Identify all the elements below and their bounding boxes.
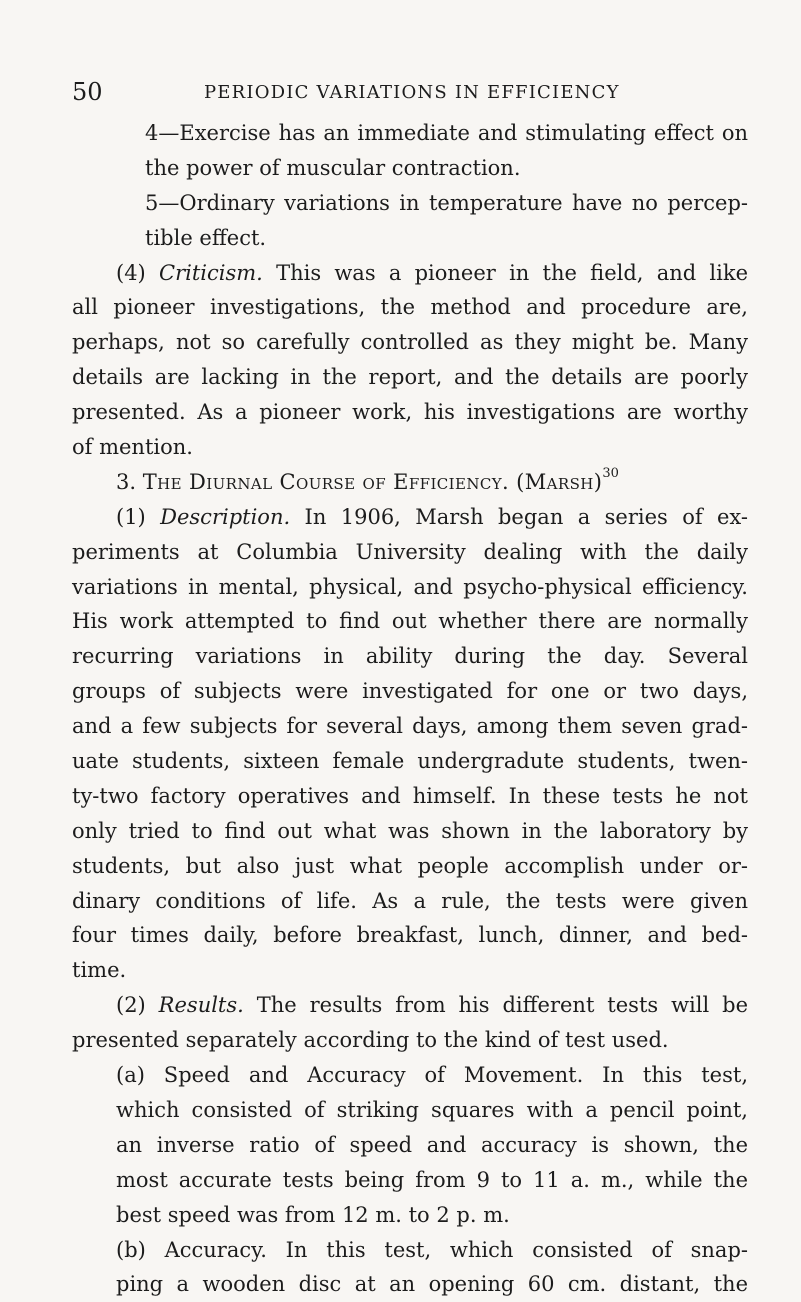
text-line: tible effect.: [145, 225, 267, 250]
section-heading: [72, 465, 748, 500]
criticism-text: This was a pioneer in the field, and like: [262, 260, 749, 285]
text-line: which consisted of striking squares with a pencil point,: [116, 1097, 748, 1122]
results-number: (2): [116, 993, 159, 1018]
page-number: 50: [72, 78, 103, 106]
text-line: best speed was from 12 m. to 2 p. m.: [116, 1202, 510, 1227]
text-line: presented separately according to the kind of test used.: [72, 1028, 669, 1053]
results-label: Results.: [158, 993, 244, 1018]
text-line: His work attempted to find out whether there are normally: [72, 609, 748, 634]
body-text: [72, 116, 748, 1302]
footnote-ref: 30: [602, 465, 619, 481]
text-line: students, but also just what people accomplish under or-: [72, 853, 748, 878]
description-label: Description.: [160, 504, 291, 529]
text-line: perhaps, not so carefully controlled as they might be. Many: [72, 330, 748, 355]
section-author: (Marsh): [509, 469, 603, 494]
text-line: 5—Ordinary variations in temperature have no percep-: [145, 190, 748, 215]
page-header: [72, 76, 722, 108]
text-line: the power of muscular contraction.: [145, 155, 521, 180]
text-line: an inverse ratio of speed and accuracy is shown, the: [116, 1132, 748, 1157]
text-line: recurring variations in ability during the day. Several: [72, 644, 748, 669]
text-line: (b) Accuracy. In this test, which consisted of snap-: [116, 1237, 748, 1262]
text-line: groups of subjects were investigated for one or two days,: [72, 679, 748, 704]
criticism-label: Criticism.: [159, 260, 263, 285]
text-line: ty-two factory operatives and himself. In these tests he not: [72, 783, 748, 808]
text-line: dinary conditions of life. As a rule, the tests were given: [72, 888, 748, 913]
text-line: 4—Exercise has an immediate and stimulating effect on: [145, 121, 748, 145]
section-title: The Diurnal Course of Efficiency.: [142, 469, 510, 494]
text-line: most accurate tests being from 9 to 11 a. m., while the: [116, 1167, 748, 1192]
text-line: details are lacking in the report, and the details are poorly: [72, 365, 748, 390]
text-line: ping a wooden disc at an opening 60 cm. distant, the: [116, 1272, 748, 1297]
text-line: presented. As a pioneer work, his investigations are worthy: [72, 400, 748, 425]
text-line: (a) Speed and Accuracy of Movement. In this test,: [116, 1063, 748, 1088]
text-line: time.: [72, 958, 127, 983]
text-line: four times daily, before breakfast, lunch, dinner, and bed-: [72, 923, 748, 948]
text-line: uate students, sixteen female undergradute students, twen-: [72, 749, 748, 774]
criticism-paragraph-start: [72, 256, 748, 291]
text-line: only tried to find out what was shown in the laboratory by: [72, 818, 748, 843]
description-text: In 1906, Marsh began a series of ex-: [290, 504, 748, 529]
text-line: variations in mental, physical, and psycho-physical efficiency.: [72, 574, 748, 599]
description-number: (1): [116, 504, 161, 529]
results-text: The results from his different tests will be: [243, 993, 748, 1018]
section-number: 3.: [116, 469, 143, 494]
criticism-number: (4): [116, 260, 159, 285]
text-line: of mention.: [72, 435, 193, 460]
description-paragraph-start: [72, 500, 748, 535]
results-paragraph-start: [72, 988, 748, 1023]
text-line: and a few subjects for several days, among them seven grad-: [72, 714, 748, 739]
running-head: PERIODIC VARIATIONS IN EFFICIENCY: [204, 82, 620, 103]
text-line: all pioneer investigations, the method and procedure are,: [72, 295, 748, 320]
text-line: periments at Columbia University dealing with the daily: [72, 539, 748, 564]
